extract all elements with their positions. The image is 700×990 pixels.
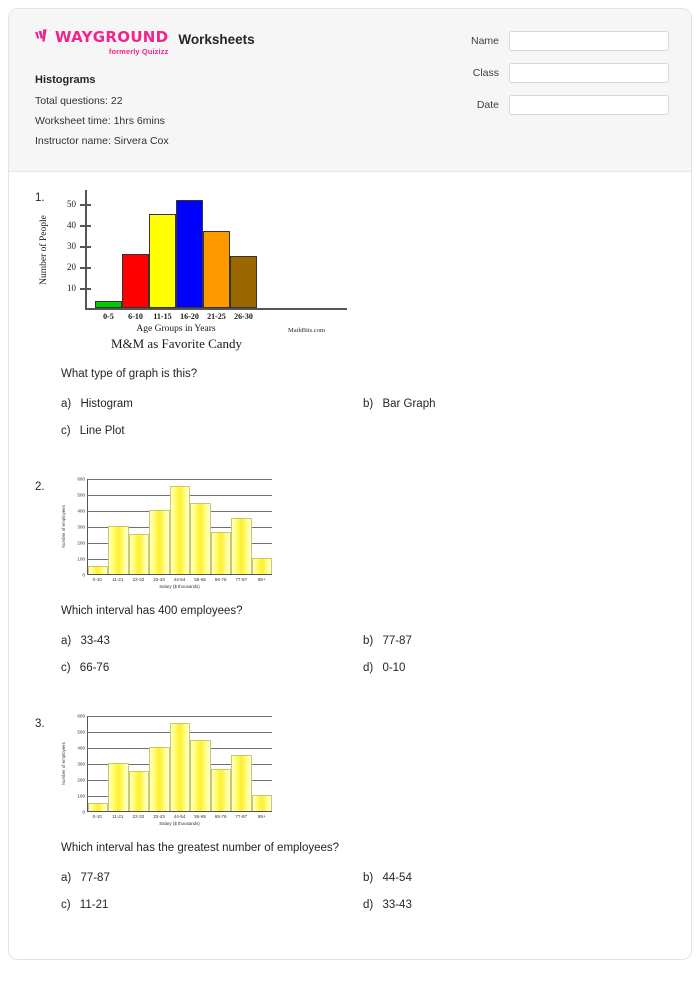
chart1-bar: [230, 256, 257, 308]
question-3-number: 3.: [35, 717, 45, 730]
question-3-options: [61, 872, 665, 911]
option-letter: d): [363, 898, 374, 911]
name-field-label: Name: [470, 35, 499, 47]
option-letter: d): [363, 661, 374, 674]
chart3-bar: [170, 723, 190, 811]
logo-wordmark: WAYGROUND: [55, 28, 169, 46]
chart2-bar: [170, 486, 190, 574]
worksheet-body: [9, 172, 691, 959]
chart2-y-tick-label: 100: [77, 556, 85, 561]
chart3-bar: [88, 803, 108, 810]
chart2-x-axis-title: Salary ($ thousands): [159, 583, 200, 589]
chart3-bar: [149, 747, 169, 811]
chart1-x-tick-label: 16-20: [180, 311, 199, 321]
chart1-x-axis: [85, 308, 347, 310]
chart1-x-tick-labels: [95, 312, 307, 321]
question-2-options: [61, 635, 665, 674]
wayground-logo-mark: [35, 29, 52, 46]
chart3-y-axis-title: [57, 716, 69, 812]
option-label: 0-10: [382, 661, 406, 674]
chart1-y-tick-label: 20: [67, 262, 76, 273]
chart1-bar: [122, 254, 149, 308]
chart2-bar: [149, 510, 169, 574]
chart3-y-tick-label: 100: [77, 793, 85, 798]
question-3-option-c[interactable]: [61, 899, 363, 911]
question-2-option-c[interactable]: [61, 662, 363, 674]
chart1-x-tick-label: 11-15: [153, 311, 172, 321]
chart2-y-tick-label: 200: [77, 540, 85, 545]
chart2-bars: [88, 479, 272, 574]
chart2-y-tick-label: 300: [77, 524, 85, 529]
chart1-x-tick-label: 26-30: [234, 311, 253, 321]
chart3-x-tick-label: 0-10: [92, 813, 102, 819]
chart2-plot: [87, 479, 272, 575]
worksheet-topic: Histograms: [35, 73, 96, 86]
option-letter: c): [61, 898, 71, 911]
chart3-x-tick-label: 55-65: [194, 813, 206, 819]
option-letter: a): [61, 634, 72, 647]
chart3-y-ticks: [69, 713, 87, 814]
chart2-x-tick-label: 44-54: [173, 576, 186, 582]
chart1-y-tick-label: 40: [67, 220, 76, 231]
question-2-option-a[interactable]: [61, 635, 363, 647]
date-field-label: Date: [476, 99, 499, 111]
chart2-x-tick-labels: [57, 577, 272, 582]
question-3-option-a[interactable]: [61, 872, 363, 884]
chart2-x-tick-label: 66-76: [214, 576, 227, 582]
option-letter: b): [363, 634, 374, 647]
chart3-x-tick-label: 77-87: [235, 813, 248, 819]
chart1-y-tick: [67, 262, 91, 273]
option-label: Bar Graph: [382, 397, 436, 410]
option-letter: c): [61, 661, 71, 674]
chart1-y-tick-label: 10: [67, 283, 76, 294]
chart2-bar: [211, 532, 231, 574]
question-1-number: 1.: [35, 191, 45, 204]
chart1-x-tick-label: 21-25: [207, 311, 226, 321]
date-field-row: [439, 95, 669, 115]
question-2-option-d[interactable]: [363, 662, 665, 674]
chart3-bar: [129, 771, 149, 811]
option-letter: a): [61, 397, 72, 410]
class-field-row: [439, 63, 669, 83]
worksheet-header: [9, 9, 691, 172]
chart1-bars: [95, 190, 257, 308]
class-input[interactable]: [509, 63, 669, 83]
name-input[interactable]: [509, 31, 669, 51]
chart3-bar: [231, 755, 251, 811]
option-label: Line Plot: [79, 424, 125, 437]
chart3-y-tick-label: 400: [77, 745, 85, 750]
chart3-y-tick-label: 200: [77, 777, 85, 782]
wayground-logo[interactable]: [35, 29, 168, 56]
chart2-x-tick-label: 55-65: [194, 576, 206, 582]
option-label: 77-87: [382, 634, 412, 647]
worksheet-meta: [35, 74, 255, 147]
chart3-x-tick-label: 44-54: [173, 813, 186, 819]
chart1-x-tick-label: 0-5: [103, 311, 114, 321]
chart2-y-axis-title: [57, 479, 69, 575]
chart3-x-tick-label: 33-43: [153, 813, 165, 819]
option-label: 66-76: [79, 661, 110, 674]
question-1-option-b[interactable]: [363, 398, 665, 410]
logo-subtext: formerly Quizizz: [108, 47, 169, 56]
question-3-text: Which interval has the greatest number of employees?: [61, 841, 340, 854]
chart2-x-tick-label: 0-10: [92, 576, 102, 582]
option-letter: b): [363, 397, 374, 410]
chart-salary-histogram-1: [57, 476, 272, 589]
chart2-bar: [252, 558, 272, 574]
option-label: Histogram: [80, 397, 133, 410]
chart2-y-ticks: [69, 476, 87, 577]
chart2-y-tick-label: 500: [77, 492, 85, 497]
chart1-y-tick: [67, 241, 91, 252]
class-field-label: Class: [472, 67, 499, 79]
chart3-x-tick-label: 88+: [257, 813, 266, 819]
chart1-y-tick: [67, 283, 91, 294]
chart3-y-tick-label: 300: [77, 761, 85, 766]
question-1-option-a[interactable]: [61, 398, 363, 410]
chart1-bar: [203, 231, 230, 308]
chart-mm-favorite-candy: [39, 190, 325, 352]
chart3-bar: [211, 769, 231, 811]
question-3-option-d[interactable]: [363, 899, 665, 911]
chart3-x-tick-label: 66-76: [214, 813, 227, 819]
question-3: [35, 712, 665, 941]
chart3-x-tick-label: 22-32: [132, 813, 145, 819]
question-1-option-c[interactable]: [61, 425, 363, 437]
chart1-x-axis-title: Age Groups in Years: [136, 323, 216, 334]
chart1-bar: [176, 200, 203, 308]
worksheet-card: [8, 8, 692, 960]
chart3-bar: [252, 795, 272, 811]
chart3-bar: [108, 763, 128, 811]
chart3-x-tick-labels: [57, 814, 272, 819]
chart1-bar: [149, 214, 176, 307]
chart1-x-tick-label: 6-10: [128, 311, 143, 321]
chart3-y-axis-title-text: Number of employees: [60, 742, 66, 785]
chart3-bar: [190, 740, 210, 810]
chart1-y-tick-label: 30: [67, 241, 76, 252]
header-left: [35, 27, 255, 155]
brand-line: [35, 29, 255, 56]
chart2-x-tick-label: 22-32: [132, 576, 145, 582]
total-questions: Total questions: 22: [35, 94, 123, 107]
chart2-y-tick-label: 0: [82, 572, 85, 577]
name-field-row: [439, 31, 669, 51]
option-label: 33-43: [382, 898, 412, 911]
option-letter: a): [61, 871, 72, 884]
option-label: 11-21: [79, 898, 109, 911]
question-1-text: What type of graph is this?: [61, 367, 198, 380]
question-1-options: [61, 398, 665, 437]
question-2-number: 2.: [35, 480, 45, 493]
chart2-bar: [231, 518, 251, 574]
chart2-x-tick-label: 33-43: [153, 576, 165, 582]
chart2-y-tick-label: 400: [77, 508, 85, 513]
option-label: 33-43: [80, 634, 110, 647]
option-letter: c): [61, 424, 71, 437]
chart2-y-axis-title-text: Number of employees: [60, 505, 66, 548]
chart1-credit: MathBits.com: [287, 326, 325, 334]
chart2-y-tick-label: 600: [77, 476, 85, 481]
worksheets-title: Worksheets: [178, 32, 255, 47]
instructor-name: Instructor name: Sirvera Cox: [35, 134, 169, 147]
chart2-x-tick-label: 88+: [257, 576, 266, 582]
option-letter: b): [363, 871, 374, 884]
chart1-y-tick: [67, 199, 91, 210]
option-label: 77-87: [80, 871, 110, 884]
chart2-x-tick-label: 77-87: [235, 576, 248, 582]
chart1-y-tick-label: 50: [67, 199, 76, 210]
chart3-y-tick-label: 600: [77, 713, 85, 718]
chart2-bar: [88, 566, 108, 573]
chart3-bars: [88, 716, 272, 811]
question-3-option-b[interactable]: [363, 872, 665, 884]
worksheet-time: Worksheet time: 1hrs 6mins: [35, 114, 165, 127]
chart2-bar: [108, 526, 128, 574]
chart3-x-tick-label: 11-21: [112, 813, 124, 819]
chart3-x-axis-title: Salary ($ thousands): [159, 820, 200, 826]
chart1-y-axis: [85, 190, 87, 310]
chart-salary-histogram-2: [57, 713, 272, 826]
chart1-y-axis-title: Number of People: [39, 214, 50, 285]
chart2-x-tick-label: 11-21: [112, 576, 124, 582]
chart1-plot: [39, 190, 307, 310]
chart1-bar: [95, 301, 122, 307]
chart2-bar: [129, 534, 149, 574]
chart3-y-tick-label: 500: [77, 729, 85, 734]
student-fields: [439, 27, 669, 127]
chart2-bar: [190, 503, 210, 573]
chart3-plot: [87, 716, 272, 812]
question-2: [35, 475, 665, 704]
question-2-option-b[interactable]: [363, 635, 665, 647]
question-2-text: Which interval has 400 employees?: [61, 604, 243, 617]
chart1-y-tick: [67, 220, 91, 231]
chart1-caption: M&M as Favorite Candy: [110, 335, 243, 351]
question-1: [35, 186, 665, 467]
chart3-y-tick-label: 0: [82, 809, 85, 814]
option-label: 44-54: [382, 871, 412, 884]
date-input[interactable]: [509, 95, 669, 115]
